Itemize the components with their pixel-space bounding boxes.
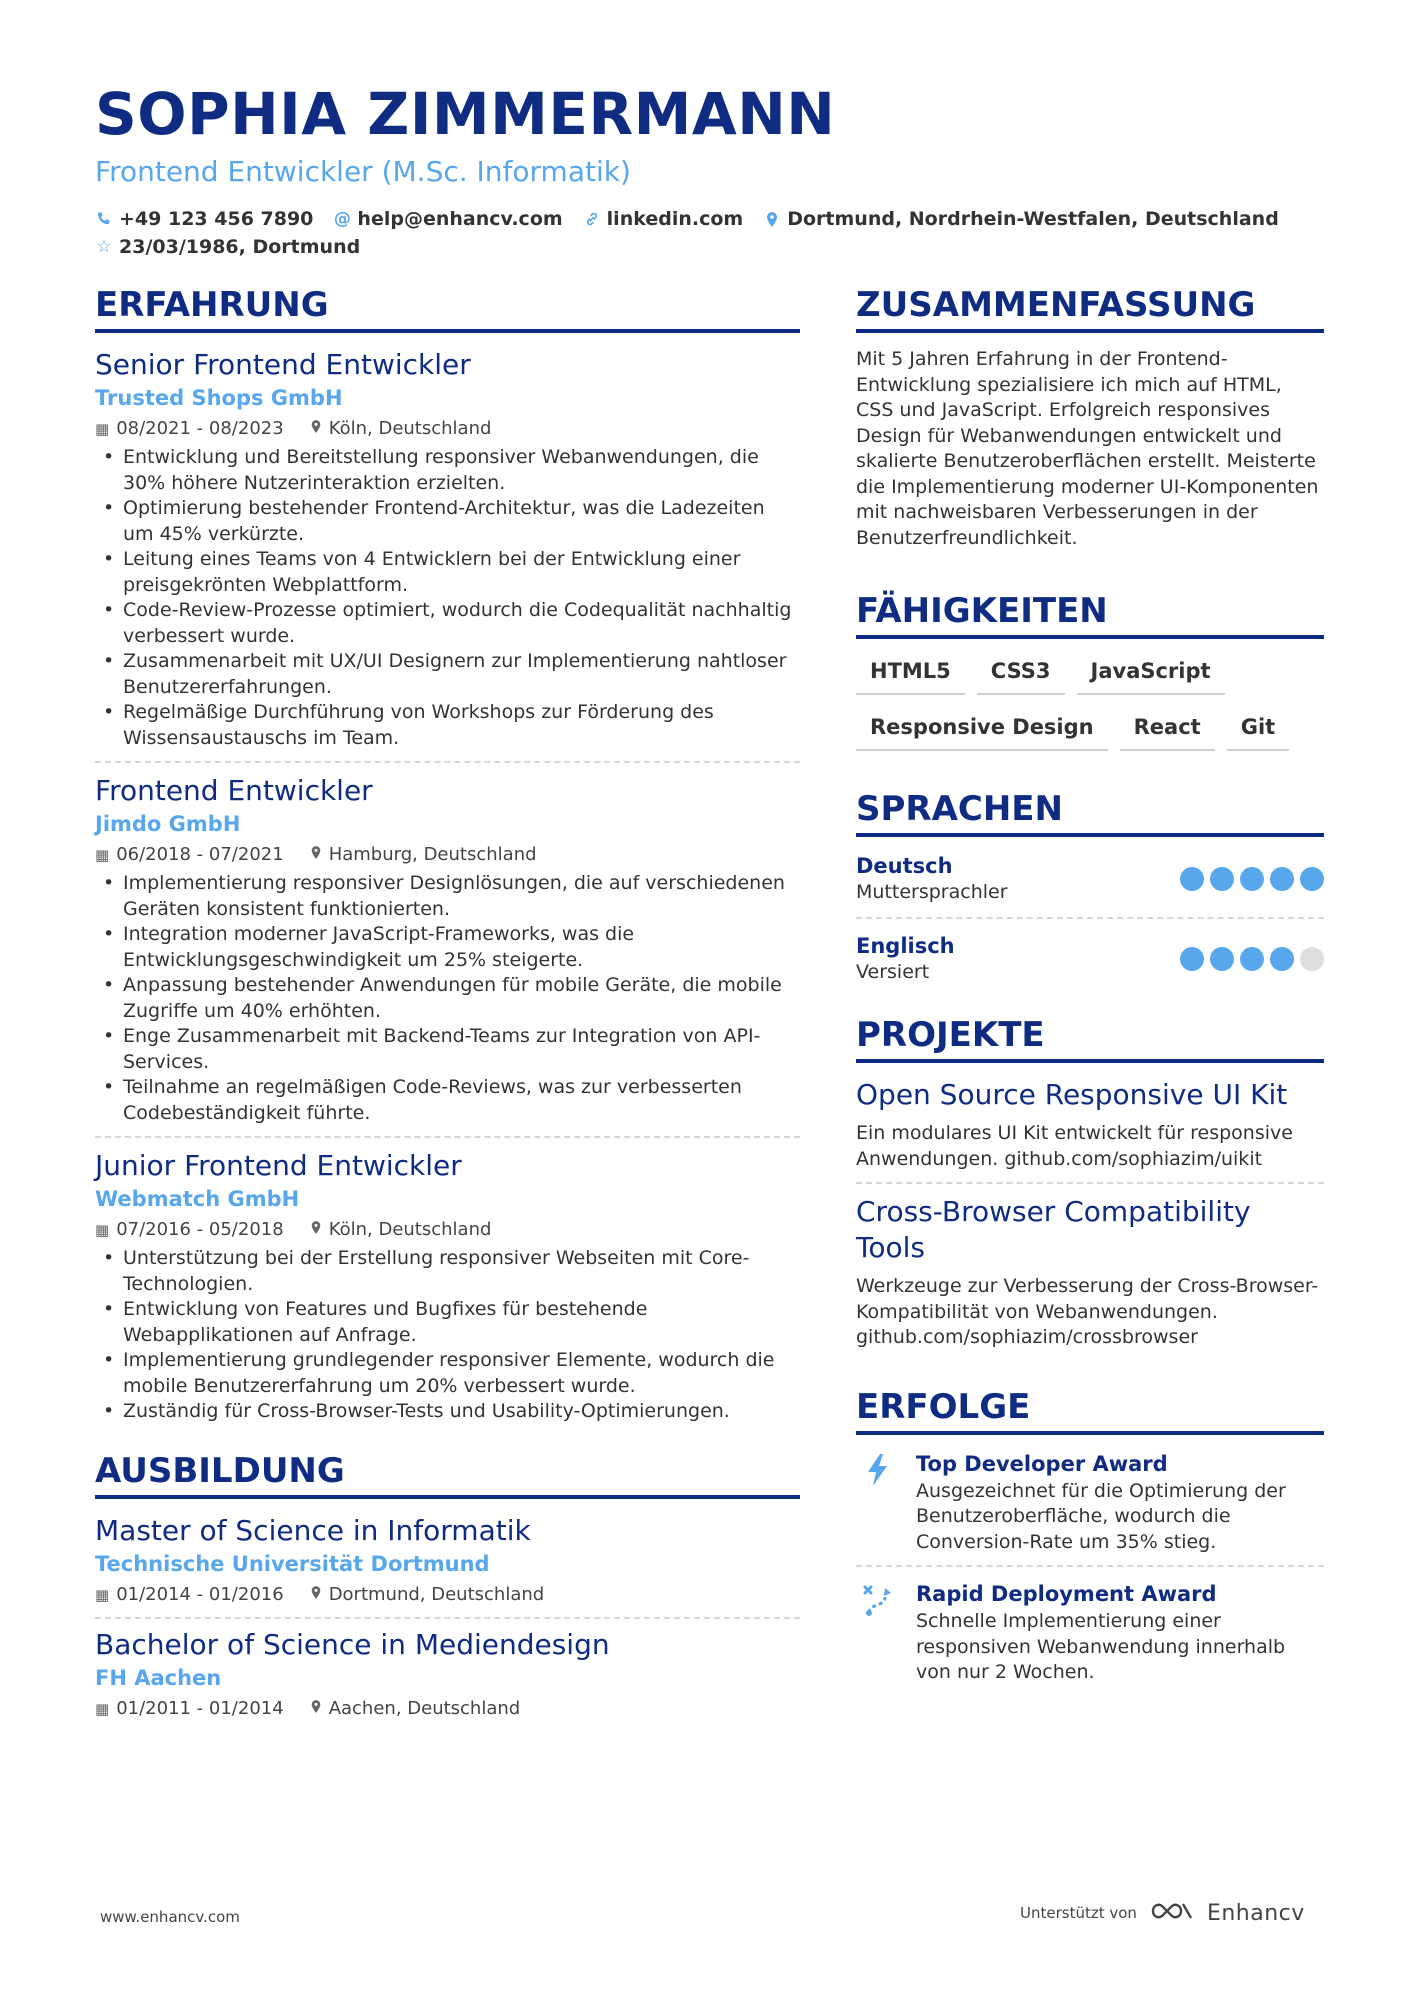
- left-column: [95, 285, 800, 1739]
- experience-item: [95, 347, 800, 763]
- language-name: Deutsch: [856, 854, 953, 878]
- job-location: Köln, Deutschland: [328, 1219, 492, 1240]
- job-title: Junior Frontend Entwickler: [95, 1149, 462, 1182]
- rating-dot: [1270, 867, 1294, 891]
- degree-title: Bachelor of Science in Mediendesign: [95, 1627, 610, 1661]
- bullet-item: • Optimierung bestehender Frontend-Architektur, was die Ladezeiten um 45% verkürzte.: [95, 496, 800, 547]
- project-item: [856, 1077, 1324, 1184]
- languages-section-title: SPRACHEN: [856, 789, 1324, 837]
- bullet-item: • Leitung eines Teams von 4 Entwicklern bei der Entwicklung einer preisgekrönten Webplattform.: [95, 547, 800, 598]
- rating-dot: [1180, 867, 1204, 891]
- project-item: [856, 1194, 1324, 1361]
- job-company: Webmatch GmbH: [95, 1187, 300, 1211]
- bullet-item: • Entwicklung und Bereitstellung responsiver Webanwendungen, die 30% höhere Nutzerinteraktion erzielten.: [95, 445, 800, 496]
- contact-birth: ☆ 23/03/1986, Dortmund: [96, 236, 361, 258]
- achievement-description: Ausgezeichnet für die Optimierung der Benutzeroberfläche, wodurch die Conversion-Rate um 35% stieg.: [916, 1479, 1286, 1553]
- language-level: Muttersprachler: [856, 881, 1008, 903]
- experience-section-title: ERFAHRUNG: [95, 285, 800, 333]
- language-name: Englisch: [856, 934, 955, 958]
- skills-section-title: FÄHIGKEITEN: [856, 591, 1324, 639]
- skill-tag: JavaScript: [1077, 653, 1225, 695]
- language-item: [856, 851, 1324, 919]
- achievement-description: Schnelle Implementierung einer responsiven Webanwendung innerhalb von nur 2 Wochen.: [916, 1610, 1286, 1683]
- bullet-item: • Implementierung responsiver Designlösungen, die auf verschiedenen Geräten konsistent funktionierten.: [95, 871, 800, 922]
- link-icon: [583, 211, 601, 227]
- route-icon: [856, 1579, 900, 1686]
- calendar-icon: ▦: [95, 420, 110, 438]
- achievement-title: Top Developer Award: [916, 1451, 1168, 1476]
- bullet-item: • Unterstützung bei der Erstellung responsiver Webseiten mit Core-Technologien.: [95, 1246, 800, 1297]
- location-pin-icon: [763, 211, 781, 228]
- contact-email[interactable]: @ help@enhancv.com: [333, 208, 563, 230]
- candidate-name: SOPHIA ZIMMERMANN: [95, 80, 836, 148]
- candidate-headline: Frontend Entwickler (M.Sc. Informatik): [95, 155, 631, 188]
- job-location: Hamburg, Deutschland: [328, 844, 537, 865]
- project-title: Cross-Browser Compatibility Tools: [856, 1195, 1251, 1264]
- footer-brand-name: Enhancv: [1206, 1900, 1305, 1926]
- bullet-item: • Zusammenarbeit mit UX/UI Designern zur Implementierung nahtloser Benutzererfahrungen.: [95, 649, 800, 700]
- education-location: Aachen, Deutschland: [328, 1697, 521, 1719]
- job-bullets: [95, 1246, 800, 1425]
- phone-icon: [95, 211, 113, 227]
- education-dates: 01/2014 - 01/2016: [116, 1583, 284, 1605]
- job-company: Jimdo GmbH: [95, 812, 241, 836]
- achievement-item: [856, 1449, 1324, 1568]
- project-title: Open Source Responsive UI Kit: [856, 1078, 1288, 1111]
- rating-dot: [1300, 867, 1324, 891]
- language-rating: [1180, 867, 1324, 891]
- job-title: Senior Frontend Entwickler: [95, 348, 471, 381]
- rating-dot: [1270, 947, 1294, 971]
- job-dates: 07/2016 - 05/2018: [116, 1219, 284, 1240]
- contact-location: Dortmund, Nordrhein-Westfalen, Deutschland: [763, 208, 1279, 230]
- job-dates: 08/2021 - 08/2023: [116, 418, 284, 439]
- language-level: Versiert: [856, 961, 930, 983]
- calendar-icon: ▦: [95, 1699, 110, 1718]
- bullet-item: • Enge Zusammenarbeit mit Backend-Teams zur Integration von API-Services.: [95, 1024, 800, 1075]
- bullet-item: • Implementierung grundlegender responsiver Elemente, wodurch die mobile Benutzererfahrung um 20% verbessert wurde.: [95, 1348, 800, 1399]
- rating-dot: [1180, 947, 1204, 971]
- skill-tag: Responsive Design: [856, 709, 1108, 751]
- job-bullets: [95, 445, 800, 751]
- skill-tag: Git: [1227, 709, 1289, 751]
- summary-section-title: ZUSAMMENFASSUNG: [856, 285, 1324, 333]
- school-name: Technische Universität Dortmund: [95, 1551, 490, 1576]
- bullet-item: • Teilnahme an regelmäßigen Code-Reviews, was zur verbesserten Codebeständigkeit führte.: [95, 1075, 800, 1126]
- experience-item: [95, 1148, 800, 1435]
- rating-dot: [1210, 867, 1234, 891]
- language-rating: [1180, 947, 1324, 971]
- location-pin-icon: [310, 1216, 322, 1244]
- location-pin-icon: [310, 841, 322, 869]
- experience-item: [95, 773, 800, 1138]
- calendar-icon: ▦: [95, 1221, 110, 1239]
- education-location: Dortmund, Deutschland: [328, 1583, 545, 1605]
- contact-info: [95, 205, 1335, 261]
- footer-website-link[interactable]: www.enhancv.com: [100, 1908, 240, 1926]
- job-company: Trusted Shops GmbH: [95, 386, 343, 410]
- right-column: [856, 285, 1324, 1708]
- language-item: [856, 931, 1324, 997]
- job-location: Köln, Deutschland: [328, 418, 492, 439]
- rating-dot: [1240, 867, 1264, 891]
- achievements-section-title: ERFOLGE: [856, 1387, 1324, 1435]
- school-name: FH Aachen: [95, 1665, 222, 1690]
- education-dates: 01/2011 - 01/2014: [116, 1697, 284, 1719]
- projects-section-title: PROJEKTE: [856, 1015, 1324, 1063]
- project-description: Ein modulares UI Kit entwickelt für responsive Anwendungen. github.com/sophiazim/uikit: [856, 1122, 1293, 1170]
- job-title: Frontend Entwickler: [95, 774, 373, 807]
- enhancv-logo-icon: [1149, 1899, 1195, 1927]
- bullet-item: • Code-Review-Prozesse optimiert, wodurch die Codequalität nachhaltig verbessert wurde.: [95, 598, 800, 649]
- achievement-item: [856, 1579, 1324, 1696]
- skill-tag: CSS3: [977, 653, 1065, 695]
- education-section-title: AUSBILDUNG: [95, 1451, 800, 1499]
- bullet-item: • Zuständig für Cross-Browser-Tests und Usability-Optimierungen.: [95, 1399, 800, 1425]
- achievement-title: Rapid Deployment Award: [916, 1582, 1217, 1606]
- skill-tag: React: [1120, 709, 1215, 751]
- location-pin-icon: [310, 1695, 322, 1723]
- education-item: [95, 1627, 800, 1731]
- footer-powered-by: Unterstützt von: [1020, 1904, 1137, 1922]
- project-description: Werkzeuge zur Verbesserung der Cross-Browser-Kompatibilität von Webanwendungen. github.com/sophiazim/crossbrowser: [856, 1275, 1319, 1348]
- skills-list: [856, 653, 1324, 751]
- rating-dot: [1300, 947, 1324, 971]
- calendar-icon: ▦: [95, 1585, 110, 1604]
- rating-dot: [1240, 947, 1264, 971]
- rating-dot: [1210, 947, 1234, 971]
- footer-branding: [1020, 1899, 1305, 1927]
- at-icon: @: [333, 209, 351, 229]
- contact-phone: +49 123 456 7890: [95, 208, 313, 230]
- skill-tag: HTML5: [856, 653, 965, 695]
- star-icon: ☆: [96, 237, 112, 257]
- lightning-icon: [856, 1449, 900, 1556]
- contact-linkedin[interactable]: linkedin.com: [583, 208, 744, 230]
- bullet-item: • Entwicklung von Features und Bugfixes für bestehende Webapplikationen auf Anfrage.: [95, 1297, 800, 1348]
- bullet-item: • Regelmäßige Durchführung von Workshops zur Förderung des Wissensaustauschs im Team.: [95, 700, 800, 751]
- job-bullets: [95, 871, 800, 1126]
- degree-title: Master of Science in Informatik: [95, 1513, 531, 1547]
- summary-text: Mit 5 Jahren Erfahrung in der Frontend-Entwicklung spezialisiere ich mich auf HTML, CSS und JavaScript. Erfolgreich responsives Design für Webanwendungen entwickelt und skalierte Benutzeroberflächen erstellt. Meisterte die Implementierung moderner UI-Komponenten mit nachweisbaren Verbesserungen in der Benutzerfreundlichkeit.: [856, 348, 1319, 549]
- location-pin-icon: [310, 415, 322, 443]
- job-dates: 06/2018 - 07/2021: [116, 844, 284, 865]
- bullet-item: • Anpassung bestehender Anwendungen für mobile Geräte, die mobile Zugriffe um 40% erhöhten.: [95, 973, 800, 1024]
- calendar-icon: ▦: [95, 846, 110, 864]
- bullet-item: • Integration moderner JavaScript-Frameworks, was die Entwicklungsgeschwindigkeit um 25% steigerte.: [95, 922, 800, 973]
- location-pin-icon: [310, 1581, 322, 1609]
- education-item: [95, 1513, 800, 1619]
